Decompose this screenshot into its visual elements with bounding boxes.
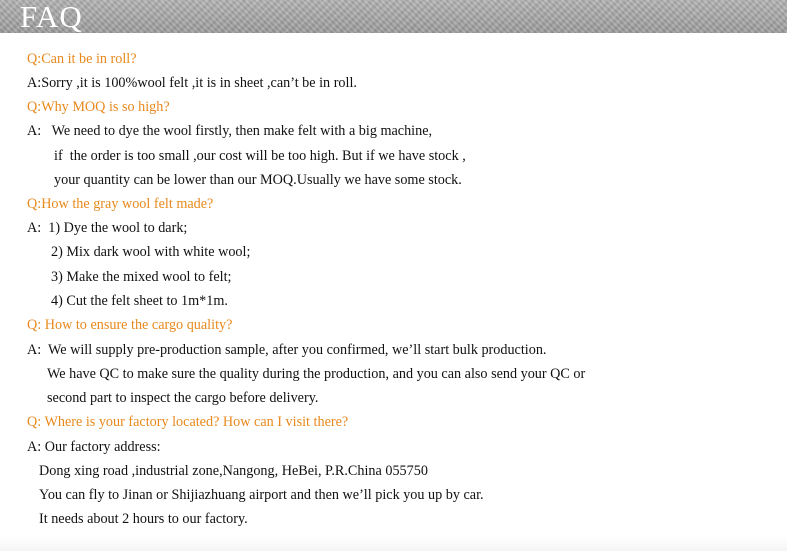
page-title: FAQ — [20, 0, 83, 34]
faq-answer-line: if the order is too small ,our cost will be too high. But if we have stock , — [54, 148, 466, 164]
faq-answer-line: second part to inspect the cargo before delivery. — [47, 390, 319, 406]
faq-answer-line: A:Sorry ,it is 100%wool felt ,it is in sheet ,can’t be in roll. — [27, 75, 357, 91]
faq-answer-line: your quantity can be lower than our MOQ.Usually we have some stock. — [54, 172, 462, 188]
faq-answer-line: 3) Make the mixed wool to felt; — [51, 269, 232, 285]
faq-answer-line: A: We will supply pre-production sample, after you confirmed, we’ll start bulk production. — [27, 342, 547, 358]
faq-answer-line: A: 1) Dye the wool to dark; — [27, 220, 188, 236]
faq-answer-line: 4) Cut the felt sheet to 1m*1m. — [51, 293, 228, 309]
faq-question: Q:Can it be in roll? — [27, 51, 137, 67]
bottom-edge-fade — [0, 537, 787, 551]
faq-answer-line: Dong xing road ,industrial zone,Nangong, HeBei, P.R.China 055750 — [39, 463, 428, 479]
faq-question: Q:How the gray wool felt made? — [27, 196, 214, 212]
faq-answer-line: A: Our factory address: — [27, 439, 161, 455]
faq-answer-line: A: We need to dye the wool firstly, then make felt with a big machine, — [27, 123, 433, 139]
faq-answer-line: 2) Mix dark wool with white wool; — [51, 244, 251, 260]
faq-question: Q:Why MOQ is so high? — [27, 99, 170, 115]
faq-answer-line: We have QC to make sure the quality during the production, and you can also send your QC or — [47, 366, 586, 382]
faq-question: Q: How to ensure the cargo quality? — [27, 317, 233, 333]
faq-question: Q: Where is your factory located? How can I visit there? — [27, 414, 349, 430]
faq-answer-line: It needs about 2 hours to our factory. — [39, 511, 248, 527]
faq-answer-line: You can fly to Jinan or Shijiazhuang airport and then we’ll pick you up by car. — [39, 487, 484, 503]
